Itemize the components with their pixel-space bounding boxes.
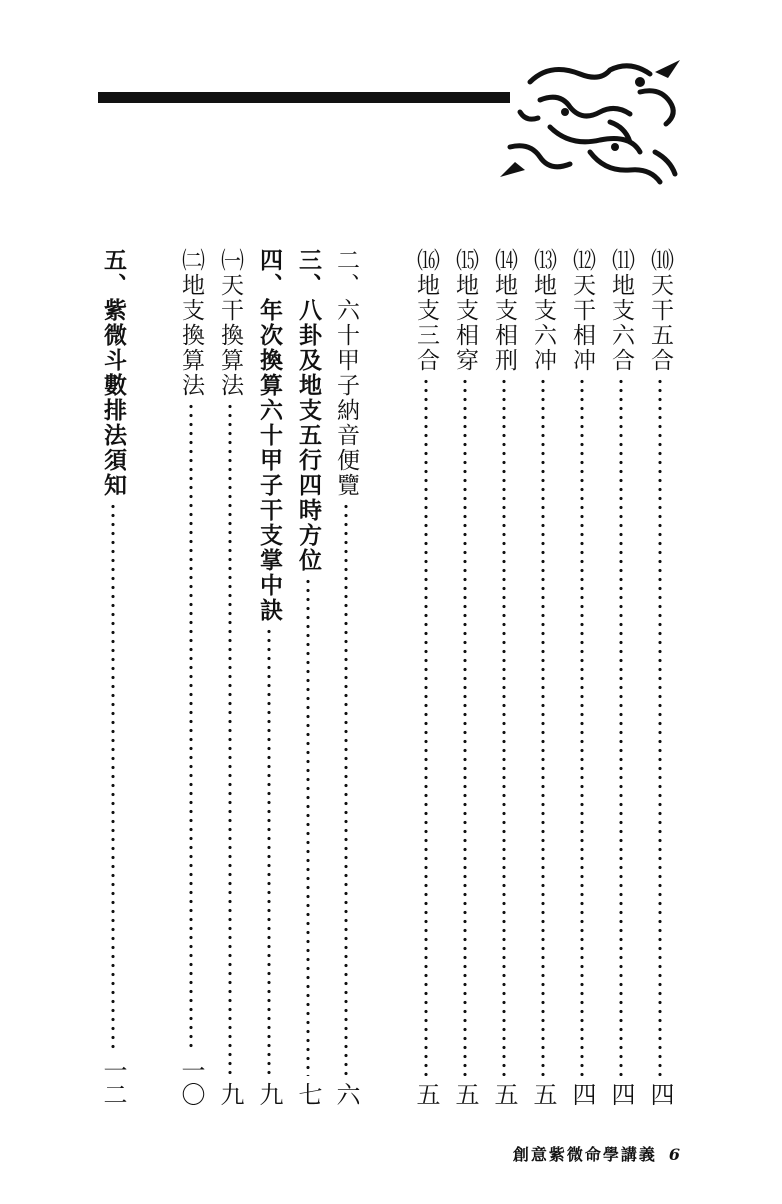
toc-entry-label: ㈠天干換算法 <box>217 248 243 398</box>
toc-leader-dots <box>502 377 506 1076</box>
toc-entry[interactable] <box>489 248 519 1106</box>
toc-entry-page: 四 <box>607 1082 635 1106</box>
toc-entry-label: 三、八卦及地支五行四時方位 <box>295 248 322 573</box>
toc-entry-label: ⒂地支相穿 <box>452 248 478 373</box>
toc-entry-page: 五 <box>451 1082 479 1106</box>
page-number: 6 <box>668 1145 682 1164</box>
toc-entry-label: ⒀地支六冲 <box>530 248 556 373</box>
toc-leader-dots <box>111 502 115 1052</box>
toc-leader-dots <box>306 577 310 1076</box>
toc-leader-dots <box>463 377 467 1076</box>
toc-entry[interactable] <box>450 248 480 1106</box>
toc-entry-page: 四 <box>568 1082 596 1106</box>
toc-entry[interactable] <box>176 248 206 1106</box>
toc-entry-page: 九 <box>255 1082 283 1106</box>
toc-entry-page: 一二 <box>99 1058 127 1106</box>
toc-leader-dots <box>189 402 193 1052</box>
toc-entry-label: ㈡地支換算法 <box>178 248 204 398</box>
toc-leader-dots <box>267 627 271 1076</box>
toc-entry-label: ⑿天干相冲 <box>569 248 595 373</box>
toc-entry-label: ⑾地支六合 <box>608 248 634 373</box>
toc-leader-dots <box>344 502 348 1076</box>
toc-entry[interactable] <box>528 248 558 1106</box>
toc-entry[interactable] <box>331 248 361 1106</box>
toc-entry[interactable] <box>645 248 675 1106</box>
toc-entry-label: 五、紫微斗數排法須知 <box>100 248 127 498</box>
toc-leader-dots <box>619 377 623 1076</box>
toc-entry-label: ⒃地支三合 <box>413 248 439 373</box>
toc-entry-page: 一〇 <box>177 1058 205 1106</box>
toc-entry-label: ⒁地支相刑 <box>491 248 517 373</box>
toc-entry-page: 四 <box>646 1082 674 1106</box>
toc-entry-page: 五 <box>529 1082 557 1106</box>
toc-entry-label: 四、年次換算六十甲子干支掌中訣 <box>256 248 283 623</box>
toc-leader-dots <box>658 377 662 1076</box>
toc-entry[interactable] <box>254 248 284 1106</box>
toc-entry[interactable] <box>606 248 636 1106</box>
toc-entry-page: 六 <box>332 1082 360 1106</box>
toc-entry[interactable] <box>411 248 441 1106</box>
toc-entry[interactable] <box>98 248 128 1106</box>
toc-leader-dots <box>580 377 584 1076</box>
toc-entry-page: 五 <box>412 1082 440 1106</box>
toc-entry-page: 五 <box>490 1082 518 1106</box>
page-footer <box>513 1142 682 1165</box>
toc-entry[interactable] <box>215 248 245 1106</box>
toc-leader-dots <box>228 402 232 1076</box>
toc-entry[interactable] <box>293 248 323 1106</box>
toc-leader-dots <box>424 377 428 1076</box>
toc-entry-page: 九 <box>216 1082 244 1106</box>
toc-entry[interactable] <box>567 248 597 1106</box>
toc-entry-label: ⑽天干五合 <box>647 248 673 373</box>
toc-entry-page: 七 <box>294 1082 322 1106</box>
toc-entry-label: 二、六十甲子納音便覽 <box>333 248 359 498</box>
toc-leader-dots <box>541 377 545 1076</box>
book-title: 創意紫微命學講義 <box>512 1145 657 1164</box>
